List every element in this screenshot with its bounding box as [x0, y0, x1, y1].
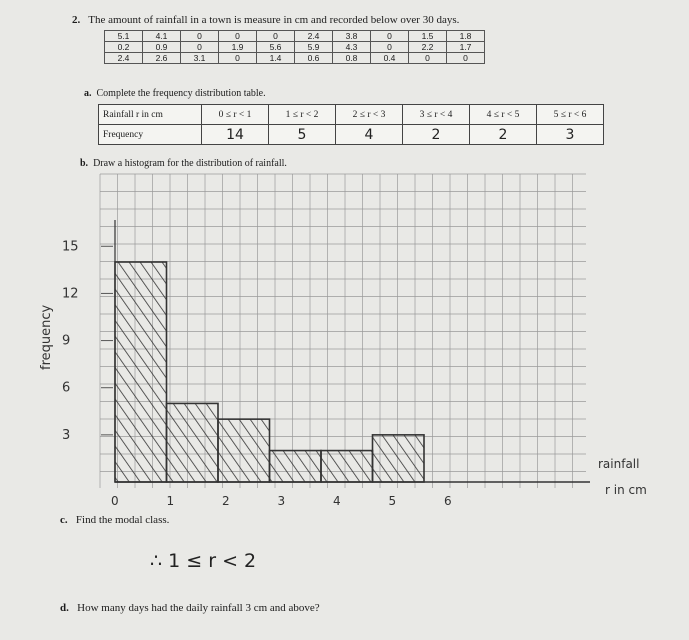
- rainfall-cell: 0.8: [333, 53, 371, 64]
- rainfall-cell: 1.5: [409, 31, 447, 42]
- part-b-text: Draw a histogram for the distribution of rainfall.: [93, 158, 287, 169]
- part-d-heading: [60, 602, 320, 614]
- histogram-bar: [373, 435, 425, 482]
- part-b-label: b.: [80, 158, 89, 169]
- histogram-bars: [115, 262, 424, 482]
- rainfall-cell: 0: [257, 31, 295, 42]
- histogram-bar: [218, 419, 270, 482]
- class-cell: 4 ≤ r < 5: [470, 105, 537, 125]
- part-d-label: d.: [60, 602, 69, 614]
- frequency-cell[interactable]: 2: [470, 125, 537, 145]
- rainfall-cell: 3.1: [181, 53, 219, 64]
- y-tick-label: 9: [62, 333, 71, 349]
- rainfall-cell: 4.3: [333, 42, 371, 53]
- rainfall-cell: 0.9: [143, 42, 181, 53]
- rainfall-cell: 0: [409, 53, 447, 64]
- rainfall-cell: 5.6: [257, 42, 295, 53]
- rainfall-cell: 1.4: [257, 53, 295, 64]
- part-a-text: Complete the frequency distribution table.: [96, 88, 266, 99]
- rainfall-cell: 0: [181, 42, 219, 53]
- part-a-label: a.: [84, 88, 92, 99]
- y-tick-label: 3: [62, 427, 71, 443]
- histogram-bar: [167, 403, 219, 482]
- rainfall-cell: 0.6: [295, 53, 333, 64]
- x-tick-label: 1: [166, 494, 175, 508]
- y-axis-label: frequency: [39, 304, 54, 370]
- rainfall-cell: 5.9: [295, 42, 333, 53]
- y-tick-label: 6: [62, 380, 71, 396]
- rainfall-cell: 1.8: [447, 31, 485, 42]
- question-number: 2.: [72, 14, 81, 26]
- frequency-cell[interactable]: 3: [537, 125, 604, 145]
- class-cell: 3 ≤ r < 4: [403, 105, 470, 125]
- rainfall-cell: 0.2: [105, 42, 143, 53]
- rainfall-cell: 0.4: [371, 53, 409, 64]
- rainfall-cell: 4.1: [143, 31, 181, 42]
- part-c-text: Find the modal class.: [75, 514, 170, 526]
- x-axis-label: rainfall: [598, 457, 640, 471]
- rainfall-header: Rainfall r in cm: [99, 105, 202, 125]
- frequency-cell[interactable]: 4: [336, 125, 403, 145]
- rainfall-cell: 0: [371, 42, 409, 53]
- class-cell: 1 ≤ r < 2: [269, 105, 336, 125]
- x-tick-label: 5: [388, 494, 397, 508]
- x-axis-label: r in cm: [605, 483, 647, 497]
- rainfall-cell: 0: [219, 53, 257, 64]
- x-tick-label: 2: [222, 494, 230, 508]
- question-text: The amount of rainfall in a town is measure in cm and recorded below over 30 days.: [88, 14, 460, 26]
- class-cell: 0 ≤ r < 1: [202, 105, 269, 125]
- x-tick-label: 6: [444, 494, 452, 508]
- frequency-cell[interactable]: 14: [202, 125, 269, 145]
- class-cell: 5 ≤ r < 6: [537, 105, 604, 125]
- histogram-bar: [115, 262, 167, 482]
- y-tick-label: 15: [62, 239, 79, 255]
- rainfall-cell: 2.4: [105, 53, 143, 64]
- class-cell: 2 ≤ r < 3: [336, 105, 403, 125]
- x-tick-label: 3: [277, 494, 286, 508]
- modal-class-answer[interactable]: ∴ 1 ≤ r < 2: [150, 550, 257, 572]
- histogram-bar: [270, 451, 322, 482]
- part-d-text: How many days had the daily rainfall 3 cm and above?: [77, 602, 320, 614]
- rainfall-cell: 2.4: [295, 31, 333, 42]
- histogram-bar: [321, 451, 373, 482]
- frequency-cell[interactable]: 5: [269, 125, 336, 145]
- rainfall-cell: 2.2: [409, 42, 447, 53]
- rainfall-cell: 0: [219, 31, 257, 42]
- part-c-label: c.: [60, 514, 68, 526]
- x-tick-label: 0: [111, 494, 119, 508]
- rainfall-cell: 3.8: [333, 31, 371, 42]
- rainfall-cell: 5.1: [105, 31, 143, 42]
- part-c-heading: [60, 514, 169, 526]
- frequency-cell[interactable]: 2: [403, 125, 470, 145]
- frequency-header: Frequency: [99, 125, 202, 145]
- x-tick-label: 4: [333, 494, 341, 508]
- rainfall-cell: 0: [181, 31, 219, 42]
- rainfall-cell: 0: [447, 53, 485, 64]
- rainfall-cell: 1.9: [219, 42, 257, 53]
- y-tick-label: 12: [62, 286, 79, 302]
- rainfall-cell: 2.6: [143, 53, 181, 64]
- rainfall-cell: 1.7: [447, 42, 485, 53]
- rainfall-cell: 0: [371, 31, 409, 42]
